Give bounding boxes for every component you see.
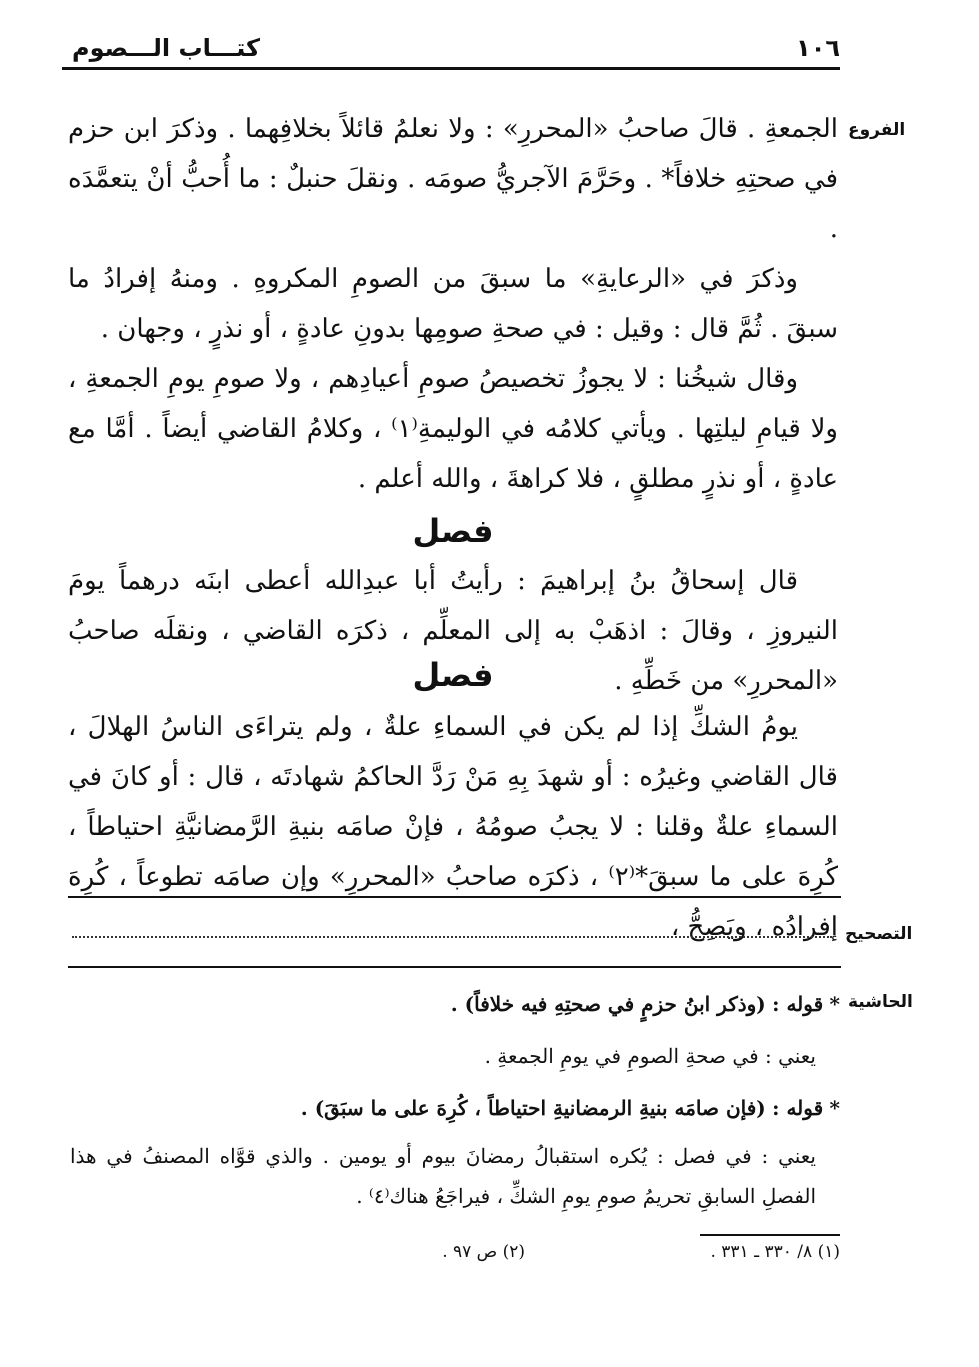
hashiya-explanation-1: يعني : في صحةِ الصومِ في يومِ الجمعةِ . — [484, 1044, 816, 1068]
hashiya-qawluh-1: قوله : — [772, 992, 824, 1016]
hashiya-notes — [70, 984, 840, 1216]
book-title: كتـــاب الـــصوم — [72, 34, 260, 62]
paragraph-2: وذكرَ في «الرعايةِ» ما سبقَ من الصومِ المكروهِ . ومنهُ إفرادُ ما سبقَ . ثُمَّ قال : وقيل : في صحةِ صومِها بدونِ عادةٍ ، أو نذرٍ ، وجهان . — [68, 264, 838, 344]
paragraph-5: يومُ الشكِّ إذا لم يكن في السماءِ علةٌ ، ولم يتراءَى الناسُ الهلالَ ، قال القاضي وغيرُه : أو شهدَ بِهِ مَنْ رَدَّ الحاكمُ شهادتَه ، قال : أو كانَ في السماءِ علةٌ وقلنا : لا يجبُ صومُهُ ، فإنْ صامَه بنيةِ الرَّمضانيَّةِ احتياطاً ، كُرِهَ على ما سبقَ*⁽٢⁾ ، ذكرَه صاحبُ «المحررِ» وإن صامَه تطوعاً ، كُرِهَ إفرادُه ، ويَصِحُّ ، — [68, 712, 838, 942]
page-header — [62, 30, 840, 70]
tashih-bottom-rule — [68, 966, 841, 968]
page-number: ١٠٦ — [796, 34, 840, 62]
label-furu: الفروع — [848, 120, 906, 140]
main-text-part1 — [68, 104, 838, 504]
hashiya-quote-1: (وذكر ابنُ حزمٍ في صحتِهِ فيه خلافاً) . — [450, 992, 766, 1016]
footnote-2: (٢) ص ٩٧ . — [442, 1242, 526, 1262]
star-marker: * — [829, 992, 840, 1016]
tashih-dotted-line — [72, 936, 832, 938]
footnote-1: (١) ٨/ ٣٣٠ ـ ٣٣١ . — [710, 1242, 840, 1262]
star-marker: * — [829, 1096, 840, 1120]
section-heading-fasl-1: فصل — [412, 512, 494, 550]
hashiya-entry-1 — [70, 984, 840, 1024]
label-hashiya: الحاشية — [848, 992, 913, 1012]
paragraph-1: الجمعةِ . قالَ صاحبُ «المحررِ» : ولا نعلمُ قائلاً بخلافِهما . وذكرَ ابن حزم في صحتِهِ خلافاً* . وحَرَّمَ الآجريُّ صومَه . ونقلَ حنبلٌ : ما أُحبُّ أنْ يتعمَّدَه . — [68, 114, 838, 244]
hashiya-entry-2 — [70, 1088, 840, 1128]
header-rule — [62, 67, 840, 70]
hashiya-quote-2: (فإن صامَه بنيةِ الرمضانيةِ احتياطاً ، كُرِهَ على ما سبَقَ) . — [300, 1096, 766, 1120]
main-text-bottom-rule — [68, 896, 841, 898]
main-text-part3 — [68, 702, 838, 952]
label-tashih: التصحيح — [845, 924, 913, 944]
footnote-rule — [700, 1234, 840, 1236]
paragraph-3: وقال شيخُنا : لا يجوزُ تخصيصُ صومِ أعيادِهم ، ولا صومِ يومِ الجمعةِ ، ولا قيامِ ليلتِها . ويأتي كلامُه في الوليمةِ⁽١⁾ ، وكلامُ القاضي أيضاً . أمَّا مع عادةٍ ، أو نذرٍ مطلقٍ ، فلا كراهةَ ، والله أعلم . — [68, 364, 838, 494]
paragraph-4: قال إسحاقُ بنُ إبراهيمَ : رأيتُ أبا عبدِالله أعطى ابنَه درهماً يومَ النيروزِ ، وقالَ : اذهَبْ به إلى المعلِّم ، ذكرَه القاضي ، ونقلَه صاحبُ «المحررِ» من خَطِّهِ . — [68, 566, 838, 696]
hashiya-explanation-2: يعني : في فصل : يُكره استقبالُ رمضانَ بيوم أو يومين . والذي قوَّاه المصنفُ في هذا الفصلِ السابقِ تحريمُ صومِ يومِ الشكِّ ، فيراجَعُ هناك⁽٤⁾ . — [70, 1144, 816, 1208]
hashiya-qawluh-2: قوله : — [772, 1096, 824, 1120]
section-heading-fasl-2: فصل — [412, 656, 494, 694]
footnotes — [260, 1242, 840, 1262]
